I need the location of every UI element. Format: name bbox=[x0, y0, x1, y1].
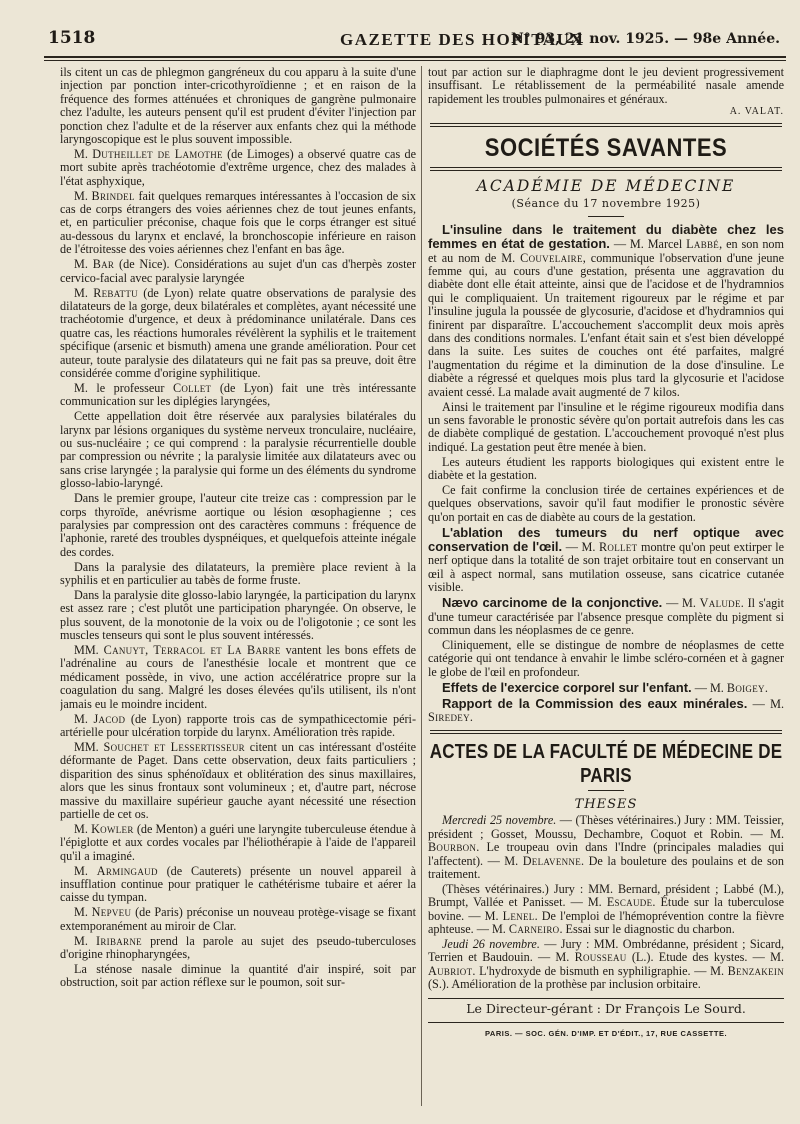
author-name: Rebattu bbox=[93, 285, 138, 300]
paragraph: M. Iribarne prend la parole au sujet des pseudo-tuberculoses d'origine rhinopharyngées, bbox=[60, 933, 416, 961]
page-header bbox=[40, 20, 784, 60]
author-name: Canuyt, Terracol et La Barre bbox=[103, 643, 281, 658]
academy-heading: ACADÉMIE DE MÉDECINE bbox=[476, 176, 736, 195]
author-name: Souchet et Lessertisseur bbox=[103, 739, 245, 754]
paragraph: La sténose nasale diminue la quantité d'air inspiré, soit par obstruction, soit par action réflexe sur le poumon, soit sur- bbox=[60, 961, 416, 990]
paragraph: MM. Canuyt, Terracol et La Barre vantent les bons effets de l'adrénaline au cours de l'anesthésie locale et montrent que ce médicament possède, in vivo, une action accélératrice propre sur la coagulation du sang. Malgré les doses élevées qu'ils utilisent, ils n'ont jamais eu le moindre incident. bbox=[60, 643, 416, 711]
paragraph: Les auteurs étudient les rapports biologiques qui existent entre le diabète et la gestation. bbox=[428, 454, 784, 483]
author-name: Armingaud bbox=[96, 863, 158, 878]
author-name: Kowler bbox=[91, 821, 134, 836]
short-rule bbox=[588, 790, 624, 791]
paragraph: M. Armingaud (de Cauterets) présente un nouvel appareil à insufflation continue pour pratiquer le cathétérisme tubaire et aérer la caisse du tympan. bbox=[60, 863, 416, 905]
article: Nævo carcinome de la conjonctive. — M. Valude. Il s'agit d'une tumeur caractérisée par l'absence presque complète du pigment si commun dans les néoplasmes de ce genre. bbox=[428, 595, 784, 637]
right-column bbox=[428, 66, 784, 1106]
author-name: Collet bbox=[172, 380, 212, 395]
short-rule bbox=[588, 216, 624, 217]
column-divider bbox=[421, 66, 422, 1106]
page-number: 1518 bbox=[48, 28, 96, 48]
article: Effets de l'exercice corporel sur l'enfant. — M. Boigey. bbox=[442, 679, 768, 695]
footer-rule bbox=[428, 1022, 784, 1023]
paragraph: Dans la paralysie dite glosso-labio laryngée, la participation du larynx est assez rare ; c'est plutôt une participation pharyngée. On observe, le plus souvent, de la monotonie de la voix ou de l'oligotonie ; ce sont les muscles tenseurs qui sont le plus souvent intéressés. bbox=[60, 587, 416, 643]
paragraph: Dans le premier groupe, l'auteur cite treize cas : compression par le corps thyroïde, anévrisme aortique ou lésion œsophagienne ; ces paralysies par compression ont des caractères communs : fréquence de l'aphonie, rareté des troubles dyspnéiques, et quelquefois atteinte inégale des cordes. bbox=[60, 491, 416, 559]
section-rule bbox=[430, 123, 782, 127]
paragraph: M. Nepveu (de Paris) préconise un nouveau protège-visage se fixant extemporanément au miroir de Clar. bbox=[60, 905, 416, 933]
paragraph: M. Brindel fait quelques remarques intéressantes à l'occasion de six cas de corps étrangers des voies aériennes chez de tout jeunes enfants, et, en particulier préconise, chaque fois que le corps étranger est situé au-dessous du larynx et enclavé, la bronchoscopie inférieure en raison de l'étroitesse des voies aériennes chez l'enfant en bas âge. bbox=[60, 188, 416, 257]
paragraph: M. Rebattu (de Lyon) relate quatre observations de paralysie des dilatateurs de la gorge, deux bilatérales et complètes, ayant nécessité une trachéotomie d'urgence, et deux à prédominance unilatérale. Dans ces quatre cas, les réactions humorales révélèrent la syphilis et le traitement spécifique (arsenic et bismuth) amena une grande amélioration. Pour cet auteur, toute paralysie des dilatateurs qui ne fait pas sa preuve, doit être considérée comme d'origine syphilitique. bbox=[60, 285, 416, 380]
paragraph: Ce fait confirme la conclusion tirée de certaines expériences et de quelques observations, savoir qu'il faut modifier le pronostic sévère qu'on portait en cas de diabète au cours de la gestation. bbox=[428, 482, 784, 524]
signature: A. VALAT. bbox=[729, 105, 784, 117]
article: Rapport de la Commission des eaux minérales. — M. Siredey. bbox=[428, 695, 784, 724]
section-rule bbox=[430, 167, 782, 171]
footer-rule bbox=[428, 998, 784, 999]
paragraph: Jeudi 26 novembre. — Jury : MM. Ombrédanne, président ; Sicard, Terrien et Baudouin. — M. Rousseau (L.). Etude des kystes. — M. Aubriot. L'hydroxyde de bismuth en syphiligraphie. — M. Benzakein (S.). Amélioration de la prothèse par inclusion orbitaire. bbox=[428, 937, 784, 992]
director-line: Le Directeur-gérant : Dr François Le Sourd. bbox=[466, 1000, 746, 1016]
paragraph: M. le professeur Collet (de Lyon) fait une très intéressante communication sur les diplégies laryngées, bbox=[60, 380, 416, 409]
paragraph: Dans la paralysie des dilatateurs, la première place revient à la syphilis et en particulier au tabès de forme fruste. bbox=[60, 559, 416, 588]
author-name: Rollet bbox=[598, 540, 638, 555]
section-title: SOCIÉTÉS SAVANTES bbox=[484, 132, 728, 162]
author-name: Dutheillet de Lamothe bbox=[92, 146, 223, 161]
section-rule bbox=[430, 730, 782, 734]
author-name: Valude bbox=[699, 596, 741, 611]
article-title: Nævo carcinome de la conjonctive. bbox=[442, 595, 663, 611]
author-name: Labbé bbox=[686, 237, 720, 252]
article-title: Effets de l'exercice corporel sur l'enfant. bbox=[442, 679, 692, 695]
left-column bbox=[60, 66, 416, 1106]
article-title: L'ablation des tumeurs du nerf optique avec conservation de l'œil. bbox=[428, 524, 784, 555]
paragraph: MM. Souchet et Lessertisseur citent un cas intéressant d'ostéite déformante de Paget. Dans cette observation, deux faits particuliers ; disparition des sinus sphénoïdaux et oblitération des sinus maxillaires, alors que les sinus frontaux sont volumineux ; et, d'autre part, nécrose massive du maxillaire supérieur gauche ayant nécessité une résection partielle de cet os. bbox=[60, 739, 416, 821]
paragraph: Mercredi 25 novembre. — (Thèses vétérinaires.) Jury : MM. Teissier, président ; Gosset, Moussu, Dechambre, Coquot et Robin. — M. Bourbon. Le troupeau ovin dans l'Indre (principales maladies qui l'affectent). — M. Delavenne. De la bouleture des poulains et de son traitement. bbox=[428, 813, 784, 881]
paragraph: (Thèses vétérinaires.) Jury : MM. Bernard, président ; Labbé (M.), Brumpt, Vallée et Panisset. — M. Escaude. Étude sur la tuberculose bovine. — M. Lenel. De l'emploi de l'hémoprévention contre la fièvre aphteuse. — M. Carneiro. Essai sur le diagnostic du charbon. bbox=[428, 881, 784, 937]
session-date: (Séance du 17 novembre 1925) bbox=[511, 196, 701, 210]
paragraph: Ainsi le traitement par l'insuline et le régime rigoureux modifia dans un sens favorable le pronostic sévère qu'on portait autrefois dans les cas de diabète compliqué de gestation. L'accouchement provoqué n'est plus indiqué. La gestation peut être menée à bien. bbox=[428, 399, 784, 454]
paragraph: Cliniquement, elle se distingue de nombre de néoplasmes de cette catégorie qui ont tendance à envahir le limbe scléro-cornéen et à gagner le globe de l'œil en profondeur. bbox=[428, 637, 784, 679]
article: L'insuline dans le traitement du diabète chez les femmes en état de gestation. — M. Marcel Labbé, en son nom et au nom de M. Couvelaire, communique l'observation d'une jeune femme qui, au cours d'une gestation, présenta une aggravation du diabète dont elle était atteinte, ainsi que de l'acidose et de l'hydramnios qui le compliquaient. Un traitement rigoureux par le régime et par l'insuline jugula la poussée de glycosurie, d'acidose et d'hydramnios qui finirent par disparaître. L'accouchement s'accomplit deux mois après dans des conditions normales. L'enfant était sain et s'est bien développé dans la suite. Les suites de couches ont été parfaites, malgré l'augmentation du régime et la diminution de la dose d'insuline. Le diabète a régressé et quelques mois plus tard la glycosurie et l'acidose avaient cessé. La malade avait augmenté de 7 kilos. bbox=[428, 221, 784, 399]
paragraph: Cette appellation doit être réservée aux paralysies bilatérales du larynx par lésions organiques du système nerveux tronculaire, nucléaire, ou sus-nucléaire ; ce qui comprend : la paralysie récurrentielle double par compression ou névrite ; la paralysie limitée aux dilatateurs avec ou sans crise laryngée ; la paralysie qui forme un des éléments du syndrome glosso-labio-laryngé. bbox=[60, 409, 416, 491]
printer-line: PARIS. — SOC. GÉN. D'IMP. ET D'ÉDIT., 17, RUE CASSETTE. bbox=[484, 1028, 728, 1038]
paragraph: ils citent un cas de phlegmon gangréneux du cou apparu à la suite d'une injection par ponction inter-cricothyroïdienne ; et en raison de la fréquence des formes atténuées et chroniques de gangrène pulmonaire chez l'adulte, les auteurs pensent qu'il est prudent d'éviter l'injection par ponction chez l'adulte et de la réserver aux enfants chez qui la méthode laryngoscopique est le plus souvent impossible. bbox=[60, 66, 416, 147]
author-name: Jacod bbox=[93, 711, 126, 726]
article-title: Rapport de la Commission des eaux minérales. bbox=[442, 695, 748, 711]
author-name: Bar bbox=[92, 257, 115, 272]
author-name: Nepveu bbox=[91, 905, 132, 920]
paragraph: M. Bar (de Nice). Considérations au sujet d'un cas d'herpès zoster cervico-facial avec paralysie laryngée bbox=[60, 257, 416, 285]
theses-heading: THESES bbox=[574, 797, 638, 813]
author-name: Brindel bbox=[91, 188, 135, 203]
paragraph: M. Kowler (de Menton) a guéri une laryngite tuberculeuse étendue à l'épiglotte et aux cordes vocales par l'héliothérapie à l'aide de l'appareil qu'il a imaginé. bbox=[60, 821, 416, 863]
article-title: L'insuline dans le traitement du diabète chez les femmes en état de gestation. bbox=[428, 221, 784, 252]
paragraph: tout par action sur le diaphragme dont le jeu devient progressivement insuffisant. Le rétablissement de la perméabilité nasale amende rapidement les troubles pulmonaires et généraux. bbox=[428, 66, 784, 106]
author-name: Couvelaire bbox=[520, 250, 583, 265]
issue-info: N° 93, 21 nov. 1925. — 98e Année. bbox=[510, 31, 780, 47]
author-name: Siredey bbox=[428, 709, 470, 724]
header-rule bbox=[44, 56, 786, 61]
author-name: Iribarne bbox=[96, 933, 142, 948]
masthead: GAZETTE DES HOPITAUX bbox=[340, 30, 585, 49]
paragraph: M. Dutheillet de Lamothe (de Limoges) a observé quatre cas de mort subite après trachéotomie d'extrême urgence, chez des malades à l'état asphyxique, bbox=[60, 146, 416, 188]
paragraph: M. Jacod (de Lyon) rapporte trois cas de sympathicectomie péri-artérielle pour ulcération torpide du larynx. Amélioration très rapide. bbox=[60, 711, 416, 739]
section-title: ACTES DE LA FACULTÉ DE MÉDECINE DE PARIS bbox=[429, 740, 783, 788]
author-name: Boigey bbox=[726, 680, 765, 695]
article: L'ablation des tumeurs du nerf optique avec conservation de l'œil. — M. Rollet montre qu'on peut extirper le nerf optique dans la totalité de son trajet orbitaire tout en conservant un œil à aspect normal, sans mutilation osseuse, sans cicatrice cutanée visible. bbox=[428, 524, 784, 595]
